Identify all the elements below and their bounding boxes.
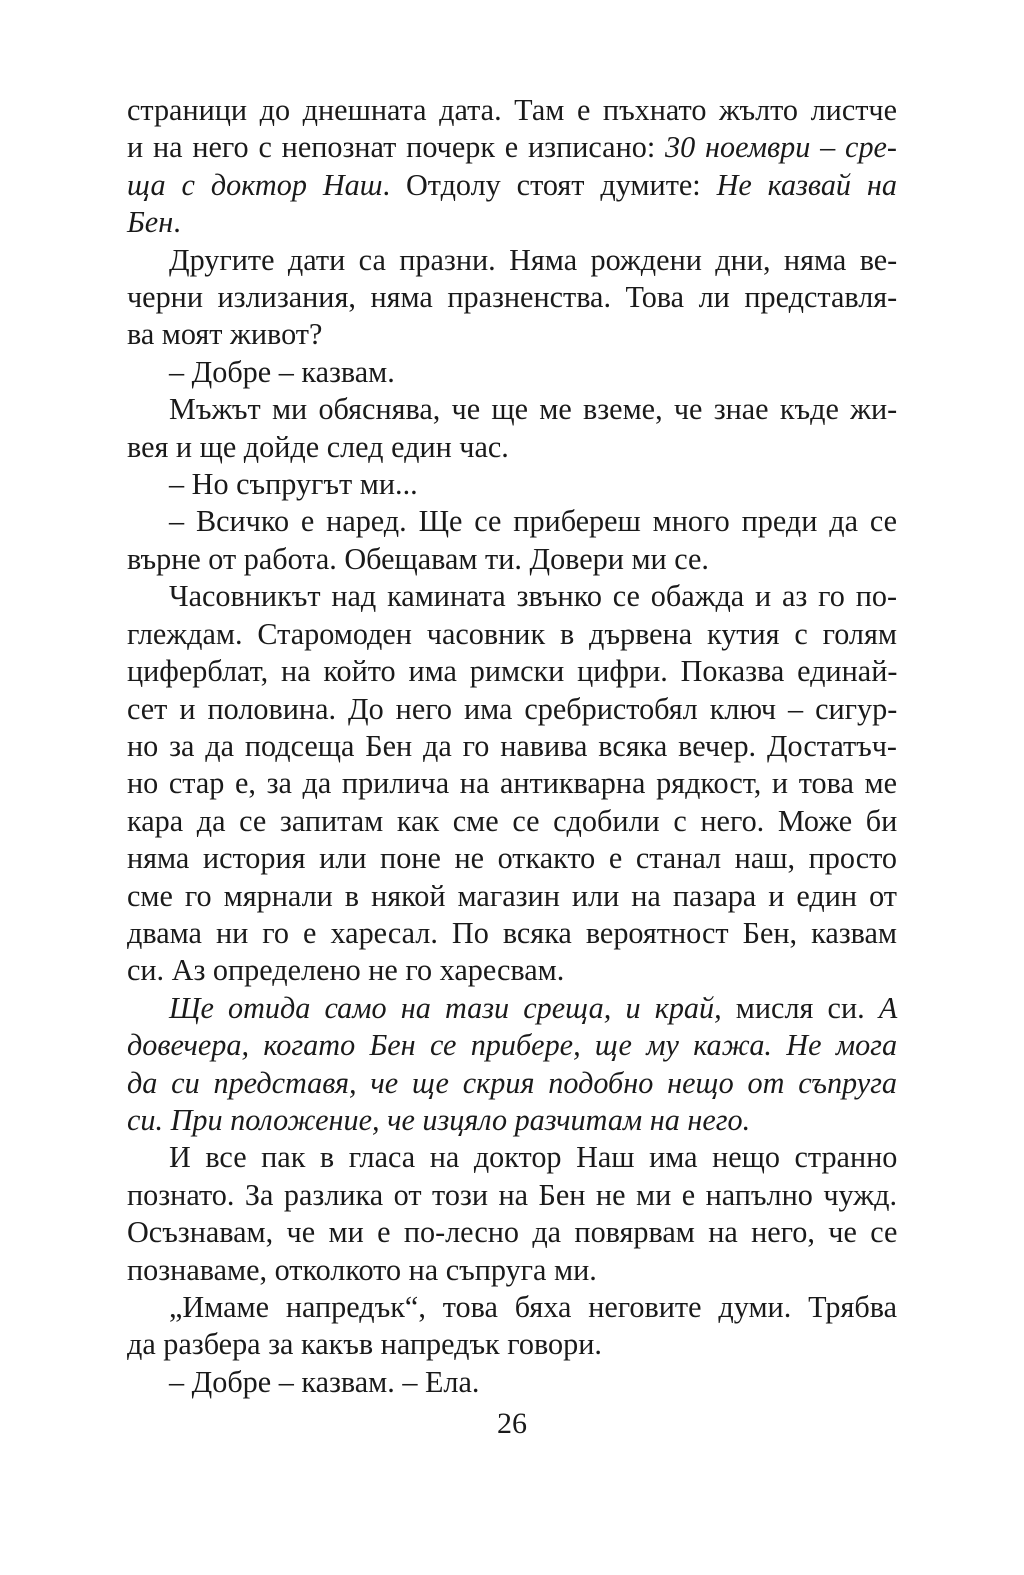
text-run: Часовникът над камината звънко се обажда и аз го по- [169, 579, 897, 614]
text-line [127, 1326, 897, 1363]
paragraph [127, 578, 897, 989]
paragraph [127, 990, 897, 1140]
italic-text: ща с доктор Наш [127, 167, 383, 202]
italic-text: Ще отида само на тази среща, и край, [169, 990, 722, 1025]
italic-text: Не казвай на [716, 167, 897, 202]
text-run: – Всичко е наред. Ще се прибереш много преди да се [169, 504, 897, 539]
text-line [127, 391, 897, 428]
text-line [127, 354, 897, 391]
text-line [127, 466, 897, 503]
paragraph [127, 1289, 897, 1364]
paragraph [127, 503, 897, 578]
text-run: мисля си. [721, 990, 879, 1025]
text-line [127, 1139, 897, 1176]
text-run: – Добре – казвам. [169, 354, 395, 389]
text-line [127, 653, 897, 690]
text-line [127, 840, 897, 877]
text-line [127, 578, 897, 615]
text-line [127, 541, 897, 578]
paragraph [127, 1139, 897, 1289]
text-run: Осъзнавам, че ми е по-лесно да повярвам на него, че се [127, 1215, 898, 1250]
text-line [127, 616, 897, 653]
text-line [127, 279, 897, 316]
text-line [127, 503, 897, 540]
text-run: двама ни го е харесал. По всяка вероятност Бен, казвам [127, 915, 897, 950]
page-body [127, 92, 897, 1401]
italic-text: си. При положение, че изцяло разчитам на него. [127, 1102, 751, 1137]
text-run: сме го мярнали в някой магазин или на пазара и един от [127, 878, 897, 913]
italic-text: довечера, когато Бен се прибере, ще му кажа. Не мога [127, 1028, 898, 1063]
text-line [127, 92, 897, 129]
italic-text: 30 ноември – сре- [665, 130, 897, 165]
text-run: сет и половина. До него има сребристобял ключ – сигур- [127, 691, 898, 726]
text-run: и на него с непознат почерк е изписано: [127, 130, 666, 165]
text-run: . Отдолу стоят думите: [382, 167, 717, 202]
text-line [127, 728, 897, 765]
text-run: . [173, 205, 181, 240]
text-run: върне от работа. Обещавам ти. Довери ми се. [127, 541, 709, 576]
text-run: ва моят живот? [127, 317, 323, 352]
text-line [127, 803, 897, 840]
text-run: няма история или поне не откакто е станал наш, просто [127, 841, 897, 876]
text-run: познато. За разлика от този на Бен не ми е напълно чужд. [127, 1177, 897, 1212]
text-line [127, 1364, 897, 1401]
text-line [127, 167, 897, 204]
text-line [127, 691, 897, 728]
text-run: страници до днешната дата. Там е пъхнато жълто листче [127, 93, 897, 127]
text-line [127, 1027, 897, 1064]
text-run: И все пак в гласа на доктор Наш има нещо странно [169, 1140, 898, 1175]
text-run: черни излизания, няма празненства. Това ли представля- [127, 280, 898, 315]
text-line [127, 1252, 897, 1289]
text-line [127, 129, 897, 166]
paragraph [127, 391, 897, 466]
text-line [127, 765, 897, 802]
paragraph [127, 242, 897, 354]
italic-text: да си представя, че ще скрия подобно нещо от съпруга [127, 1065, 897, 1100]
text-line [127, 1289, 897, 1326]
text-line [127, 878, 897, 915]
text-run: вея и ще дойде след един час. [127, 429, 509, 464]
text-run: глеждам. Старомоден часовник в дървена кутия с голям [127, 616, 897, 651]
text-line [127, 242, 897, 279]
text-run: да разбера за какъв напредък говори. [127, 1327, 602, 1362]
text-run: Другите дати са празни. Няма рождени дни, няма ве- [169, 242, 898, 277]
paragraph [127, 354, 897, 391]
paragraph [127, 1364, 897, 1401]
text-line [127, 1214, 897, 1251]
text-line [127, 204, 897, 241]
italic-text: Бен [127, 205, 174, 240]
paragraph [127, 466, 897, 503]
text-run: но за да подсеща Бен да го навива всяка вечер. Достатъч- [127, 728, 897, 763]
text-run: познаваме, отколкото на съпруга ми. [127, 1252, 597, 1287]
italic-text: А [878, 990, 898, 1025]
text-run: „Имаме напредък“, това бяха неговите думи. Трябва [169, 1290, 898, 1324]
text-line [127, 1177, 897, 1214]
text-run: кара да се запитам как сме се сдобили с него. Може би [127, 803, 898, 838]
text-line [127, 429, 897, 466]
text-line [127, 1102, 897, 1139]
text-run: си. Аз определено не го харесвам. [127, 953, 565, 988]
text-run: – Добре – казвам. – Ела. [169, 1364, 480, 1399]
text-run: – Но съпругът ми... [169, 467, 418, 502]
text-run: но стар е, за да прилича на антикварна рядкост, и това ме [127, 766, 897, 801]
text-line [127, 990, 897, 1027]
text-line [127, 915, 897, 952]
paragraph [127, 92, 897, 242]
text-line [127, 1065, 897, 1102]
text-line [127, 316, 897, 353]
page-number: 26 [497, 1407, 527, 1440]
text-line [127, 952, 897, 989]
text-run: циферблат, на който има римски цифри. Показва единай- [127, 654, 898, 689]
text-run: Мъжът ми обяснява, че ще ме вземе, че знае къде жи- [169, 392, 898, 427]
